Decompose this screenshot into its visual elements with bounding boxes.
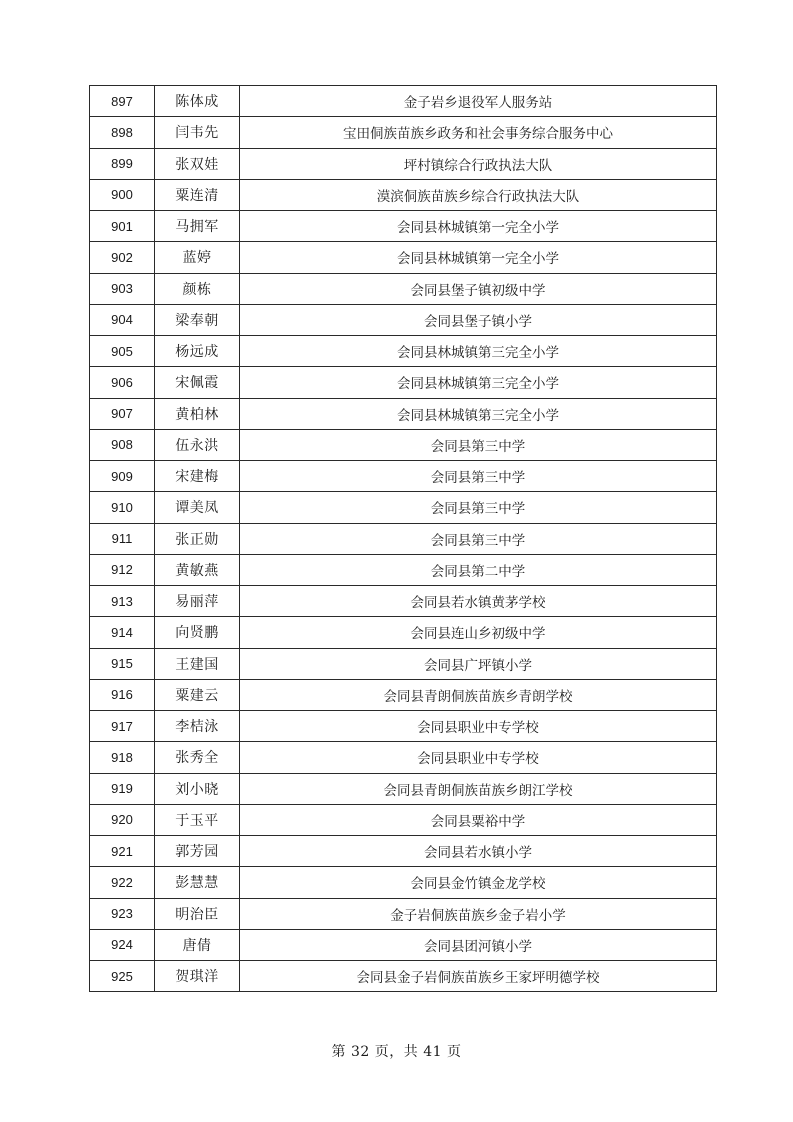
person-name-cell: 颜栋	[155, 273, 240, 304]
organization-cell: 会同县粟裕中学	[240, 804, 717, 835]
organization-cell: 金子岩乡退役军人服务站	[240, 86, 717, 117]
organization-cell: 会同县第三中学	[240, 429, 717, 460]
table-row	[90, 711, 717, 742]
table-row	[90, 961, 717, 992]
person-name-cell: 张双娃	[155, 148, 240, 179]
person-name-cell: 杨远成	[155, 336, 240, 367]
table-row	[90, 742, 717, 773]
table-row	[90, 617, 717, 648]
organization-cell: 会同县青朗侗族苗族乡朗江学校	[240, 773, 717, 804]
row-number-cell: 902	[90, 242, 155, 273]
organization-cell: 会同县堡子镇初级中学	[240, 273, 717, 304]
row-number-cell: 915	[90, 648, 155, 679]
row-number-cell: 920	[90, 804, 155, 835]
person-name-cell: 张秀全	[155, 742, 240, 773]
organization-cell: 宝田侗族苗族乡政务和社会事务综合服务中心	[240, 117, 717, 148]
person-name-cell: 彭慧慧	[155, 867, 240, 898]
organization-cell: 会同县林城镇第一完全小学	[240, 242, 717, 273]
row-number-cell: 925	[90, 961, 155, 992]
table-row	[90, 648, 717, 679]
row-number-cell: 914	[90, 617, 155, 648]
organization-cell: 会同县第三中学	[240, 523, 717, 554]
organization-cell: 会同县第三中学	[240, 492, 717, 523]
organization-cell: 坪村镇综合行政执法大队	[240, 148, 717, 179]
row-number-cell: 910	[90, 492, 155, 523]
organization-cell: 会同县堡子镇小学	[240, 304, 717, 335]
page-footer: 第 32 页，共 41 页	[331, 1044, 462, 1060]
row-number-cell: 908	[90, 429, 155, 460]
row-number-cell: 919	[90, 773, 155, 804]
organization-cell: 会同县金竹镇金龙学校	[240, 867, 717, 898]
table-row	[90, 804, 717, 835]
row-number-cell: 897	[90, 86, 155, 117]
person-name-cell: 易丽萍	[155, 586, 240, 617]
table-row	[90, 242, 717, 273]
organization-cell: 会同县广坪镇小学	[240, 648, 717, 679]
organization-cell: 会同县连山乡初级中学	[240, 617, 717, 648]
table-row	[90, 679, 717, 710]
row-number-cell: 898	[90, 117, 155, 148]
person-name-cell: 明治臣	[155, 898, 240, 929]
organization-cell: 会同县职业中专学校	[240, 742, 717, 773]
table-row	[90, 367, 717, 398]
table-row	[90, 898, 717, 929]
person-name-cell: 闫韦先	[155, 117, 240, 148]
person-name-cell: 郭芳园	[155, 836, 240, 867]
person-name-cell: 梁奉朝	[155, 304, 240, 335]
roster-table	[89, 85, 717, 992]
organization-cell: 会同县若水镇小学	[240, 836, 717, 867]
person-name-cell: 粟连清	[155, 179, 240, 210]
table-row	[90, 867, 717, 898]
person-name-cell: 刘小晓	[155, 773, 240, 804]
person-name-cell: 宋佩霞	[155, 367, 240, 398]
table-row	[90, 336, 717, 367]
row-number-cell: 911	[90, 523, 155, 554]
person-name-cell: 王建国	[155, 648, 240, 679]
table-row	[90, 836, 717, 867]
table-row	[90, 773, 717, 804]
person-name-cell: 唐倩	[155, 929, 240, 960]
organization-cell: 会同县林城镇第三完全小学	[240, 367, 717, 398]
person-name-cell: 陈体成	[155, 86, 240, 117]
person-name-cell: 谭美凤	[155, 492, 240, 523]
row-number-cell: 917	[90, 711, 155, 742]
table-row	[90, 398, 717, 429]
table-row	[90, 929, 717, 960]
organization-cell: 会同县青朗侗族苗族乡青朗学校	[240, 679, 717, 710]
organization-cell: 会同县林城镇第三完全小学	[240, 398, 717, 429]
row-number-cell: 904	[90, 304, 155, 335]
row-number-cell: 909	[90, 461, 155, 492]
row-number-cell: 918	[90, 742, 155, 773]
table-row	[90, 304, 717, 335]
organization-cell: 会同县第三中学	[240, 461, 717, 492]
row-number-cell: 906	[90, 367, 155, 398]
organization-cell: 会同县林城镇第一完全小学	[240, 211, 717, 242]
row-number-cell: 921	[90, 836, 155, 867]
table-row	[90, 492, 717, 523]
organization-cell: 会同县若水镇黄茅学校	[240, 586, 717, 617]
person-name-cell: 蓝婷	[155, 242, 240, 273]
table-row	[90, 211, 717, 242]
row-number-cell: 900	[90, 179, 155, 210]
table-row	[90, 179, 717, 210]
row-number-cell: 905	[90, 336, 155, 367]
person-name-cell: 马拥军	[155, 211, 240, 242]
table-row	[90, 117, 717, 148]
row-number-cell: 913	[90, 586, 155, 617]
row-number-cell: 899	[90, 148, 155, 179]
organization-cell: 会同县职业中专学校	[240, 711, 717, 742]
person-name-cell: 黄敏燕	[155, 554, 240, 585]
organization-cell: 漠滨侗族苗族乡综合行政执法大队	[240, 179, 717, 210]
table-row	[90, 554, 717, 585]
row-number-cell: 922	[90, 867, 155, 898]
person-name-cell: 向贤鹏	[155, 617, 240, 648]
organization-cell: 会同县团河镇小学	[240, 929, 717, 960]
table-row	[90, 523, 717, 554]
person-name-cell: 伍永洪	[155, 429, 240, 460]
table-row	[90, 148, 717, 179]
person-name-cell: 张正勋	[155, 523, 240, 554]
table-row	[90, 461, 717, 492]
roster-table-body	[90, 86, 717, 992]
organization-cell: 会同县林城镇第三完全小学	[240, 336, 717, 367]
organization-cell: 金子岩侗族苗族乡金子岩小学	[240, 898, 717, 929]
table-row	[90, 586, 717, 617]
table-row	[90, 429, 717, 460]
table-row	[90, 273, 717, 304]
row-number-cell: 923	[90, 898, 155, 929]
organization-cell: 会同县金子岩侗族苗族乡王家坪明德学校	[240, 961, 717, 992]
person-name-cell: 贺琪洋	[155, 961, 240, 992]
row-number-cell: 907	[90, 398, 155, 429]
person-name-cell: 李桔泳	[155, 711, 240, 742]
person-name-cell: 宋建梅	[155, 461, 240, 492]
row-number-cell: 924	[90, 929, 155, 960]
row-number-cell: 916	[90, 679, 155, 710]
row-number-cell: 901	[90, 211, 155, 242]
row-number-cell: 903	[90, 273, 155, 304]
row-number-cell: 912	[90, 554, 155, 585]
person-name-cell: 黄柏林	[155, 398, 240, 429]
organization-cell: 会同县第二中学	[240, 554, 717, 585]
person-name-cell: 于玉平	[155, 804, 240, 835]
person-name-cell: 粟建云	[155, 679, 240, 710]
table-row	[90, 86, 717, 117]
